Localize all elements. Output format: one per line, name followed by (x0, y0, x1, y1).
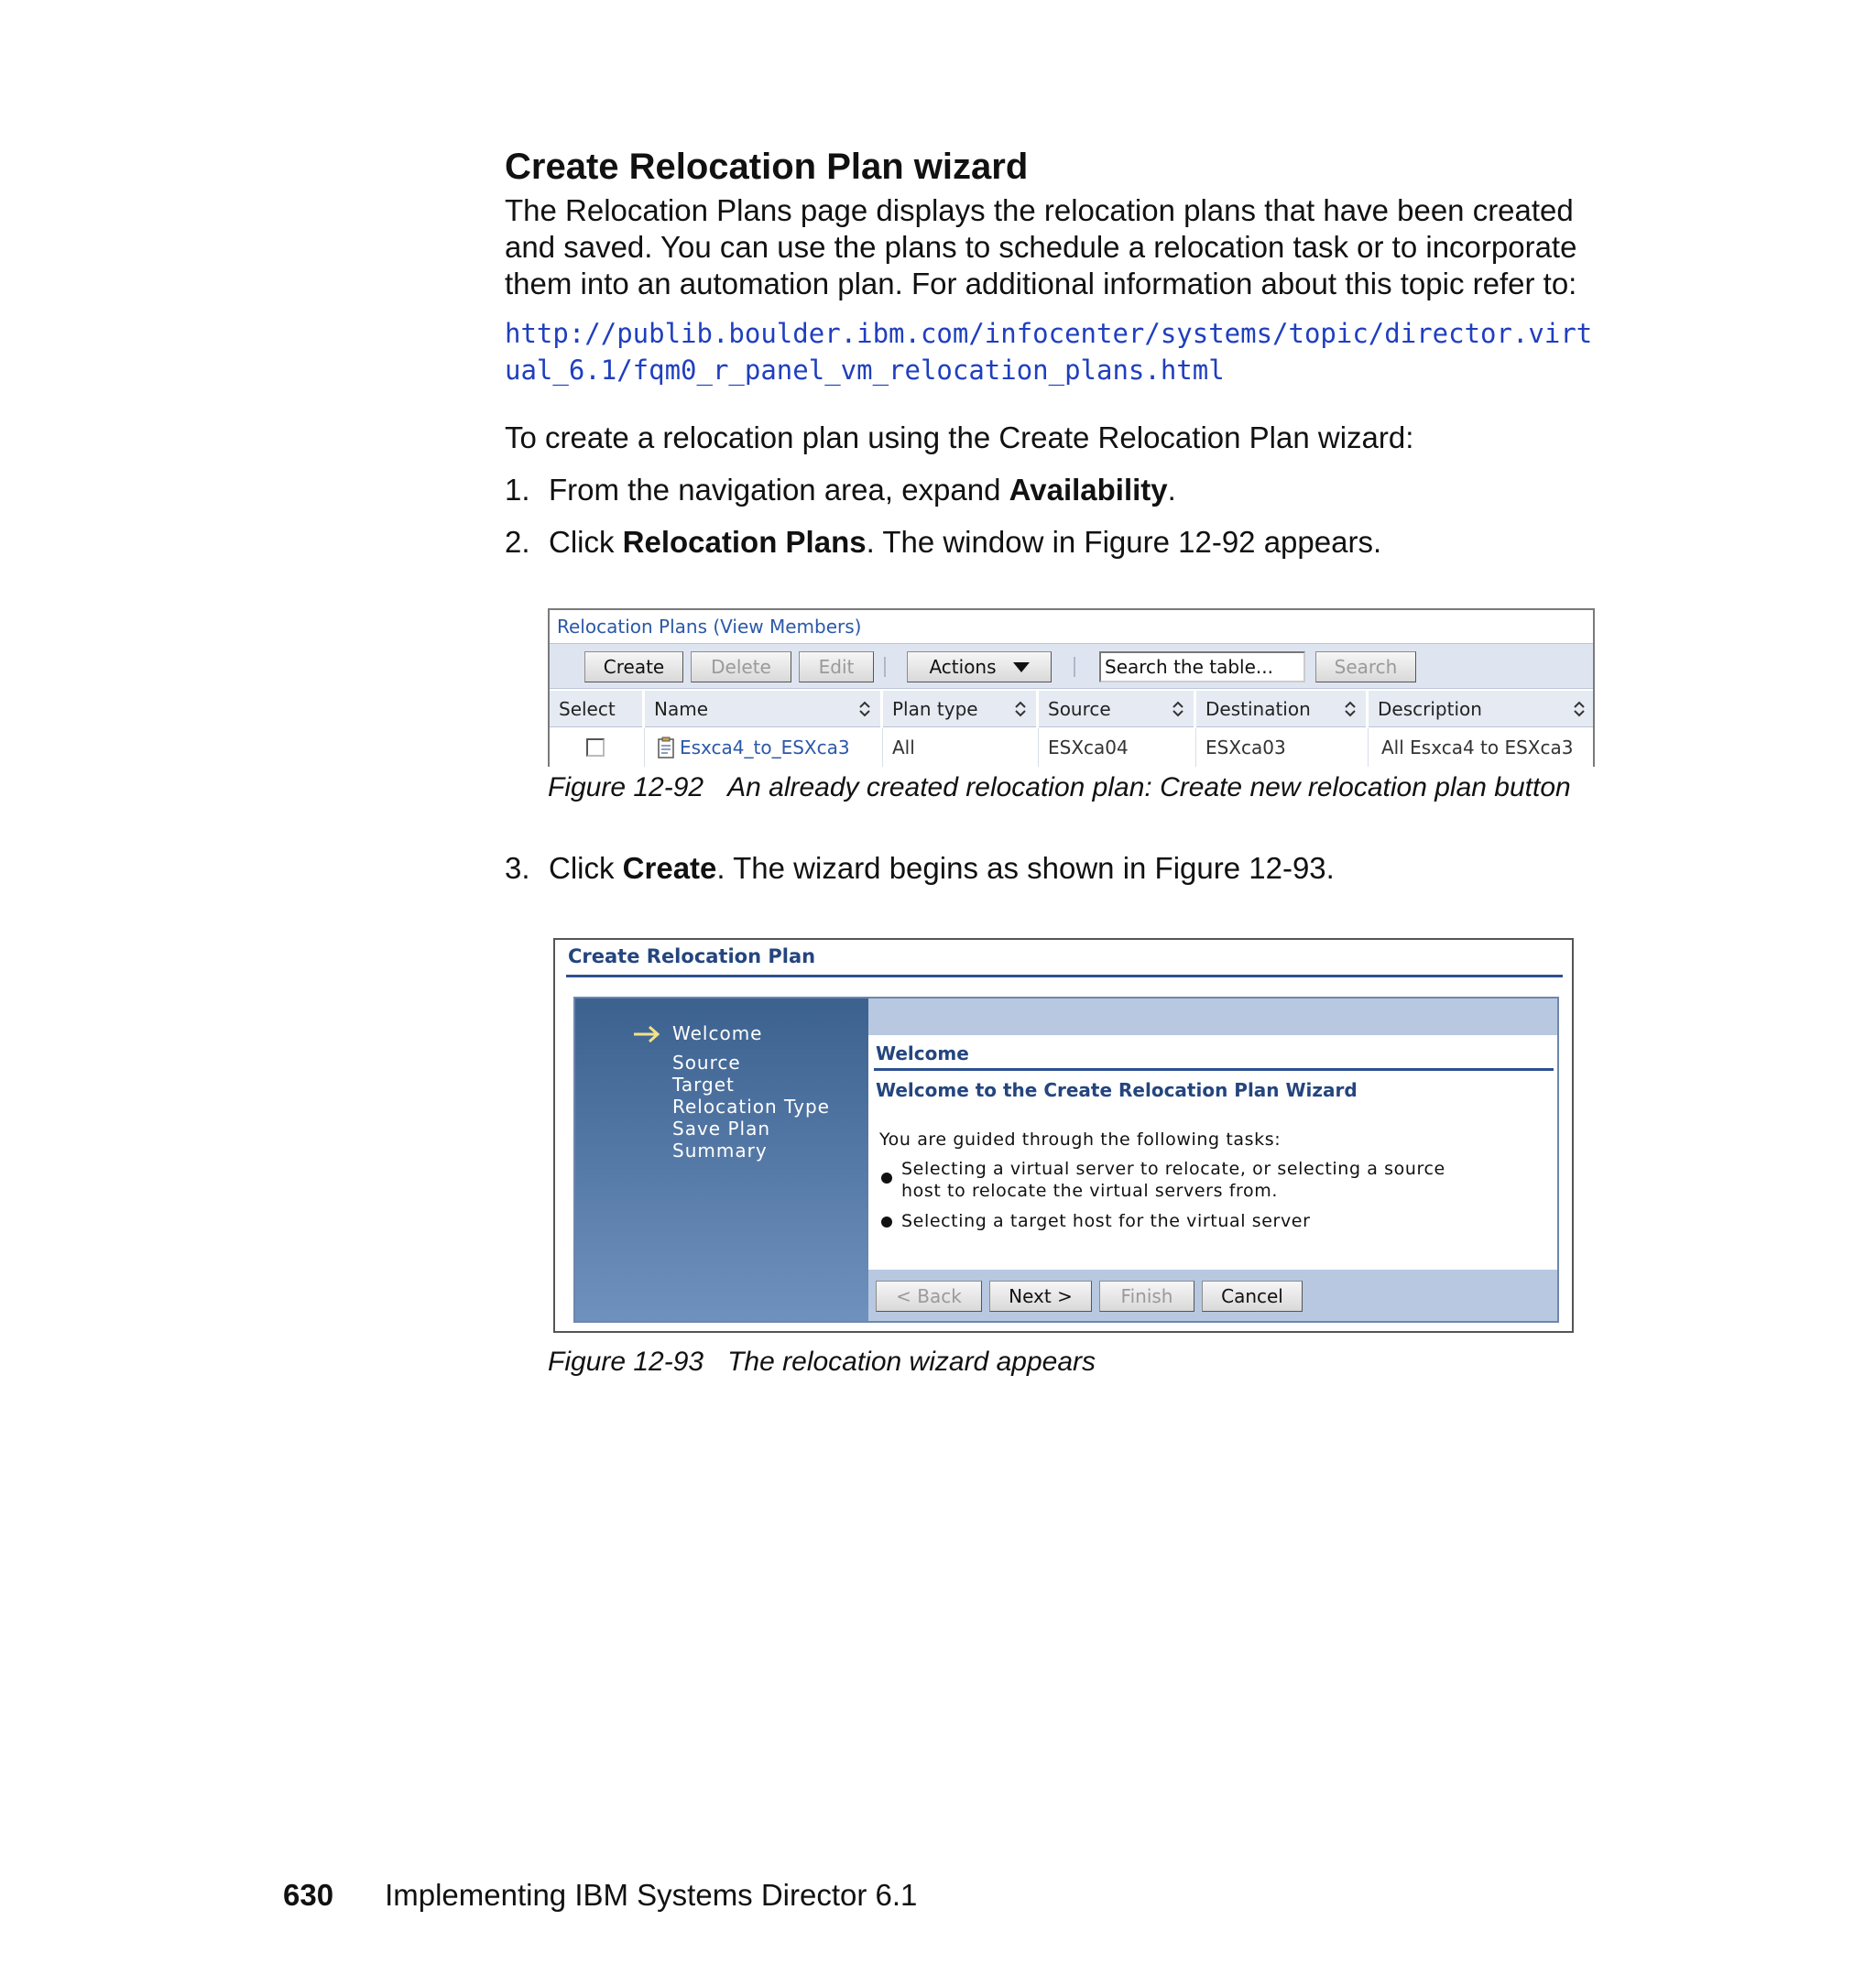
toolbar-separator (884, 657, 886, 677)
plan-name-link[interactable]: Esxca4_to_ESXca3 (680, 737, 850, 758)
destination-cell: ESXca03 (1196, 728, 1369, 767)
nav-step-welcome[interactable]: Welcome (672, 1022, 763, 1044)
table-header (550, 691, 1593, 727)
step-1 (505, 472, 1595, 508)
panel-title: Relocation Plans (View Members) (557, 616, 862, 638)
window-title: Create Relocation Plan (568, 945, 816, 967)
column-name[interactable] (645, 691, 883, 727)
guided-text: You are guided through the following tasks: (879, 1129, 1282, 1150)
bullet-icon (881, 1217, 892, 1228)
create-relocation-plan-window (553, 938, 1574, 1333)
toolbar-separator (1074, 657, 1075, 677)
nav-step-summary[interactable]: Summary (672, 1140, 768, 1162)
back-button[interactable]: < Back (876, 1281, 982, 1312)
sort-icon (1172, 701, 1184, 717)
column-source[interactable] (1039, 691, 1196, 727)
sort-icon (858, 701, 871, 717)
step-text: Click (549, 525, 623, 559)
document-icon (658, 737, 674, 758)
edit-button[interactable]: Edit (799, 651, 874, 682)
step-text: Click (549, 851, 623, 885)
table-row (550, 728, 1593, 767)
cancel-button[interactable]: Cancel (1202, 1281, 1303, 1312)
step-number: 2. (505, 525, 530, 559)
lead-paragraph: To create a relocation plan using the Create Relocation Plan wizard: (505, 420, 1414, 454)
sort-icon (1014, 701, 1027, 717)
nav-step-source[interactable]: Source (672, 1052, 741, 1074)
nav-step-target[interactable]: Target (672, 1074, 735, 1096)
nav-step-save-plan[interactable]: Save Plan (672, 1118, 770, 1140)
task-bullet-2: Selecting a target host for the virtual server (901, 1211, 1311, 1231)
finish-button[interactable]: Finish (1099, 1281, 1194, 1312)
step-3 (505, 850, 1335, 887)
figure-12-92-caption (548, 772, 1571, 803)
step-text-end: . The window in Figure 12-92 appears. (866, 525, 1382, 559)
current-step-arrow-icon (632, 1024, 661, 1044)
search-input[interactable]: Search the table... (1099, 651, 1305, 682)
column-label: Destination (1205, 698, 1311, 720)
wizard-steps-nav (575, 998, 868, 1321)
caption-label: Figure 12-92 (548, 772, 704, 802)
name-cell[interactable] (645, 728, 883, 767)
document-body (505, 143, 1595, 561)
page-heading: Welcome (876, 1042, 969, 1064)
delete-button[interactable]: Delete (691, 651, 791, 682)
column-label: Description (1378, 698, 1482, 720)
wizard-content (868, 998, 1557, 1321)
bullet-icon (881, 1173, 892, 1184)
caption-text: The relocation wizard appears (727, 1347, 1096, 1377)
step-bold-text: Availability (1009, 473, 1168, 507)
sort-icon (1573, 701, 1586, 717)
description-cell: All Esxca4 to ESXca3 (1381, 737, 1574, 758)
step-text: From the navigation area, expand (549, 473, 1009, 507)
step-number: 3. (505, 851, 530, 885)
book-title: Implementing IBM Systems Director 6.1 (385, 1878, 918, 1912)
chevron-down-icon (1013, 662, 1030, 672)
page-subheading: Welcome to the Create Relocation Plan Wizard (876, 1079, 1358, 1101)
page-footer (283, 1878, 917, 1913)
create-button[interactable]: Create (584, 651, 683, 682)
step-text-end: . The wizard begins as shown in Figure 12-93. (716, 851, 1335, 885)
column-label: Name (654, 698, 709, 720)
row-checkbox[interactable] (586, 738, 605, 757)
content-top-bar (868, 998, 1557, 1035)
nav-step-relocation-type[interactable]: Relocation Type (672, 1096, 830, 1118)
step-2 (505, 524, 1595, 561)
wizard-frame (573, 997, 1559, 1323)
source-cell: ESXca04 (1039, 728, 1196, 767)
column-select[interactable]: Select (550, 691, 645, 727)
step-bold-text: Relocation Plans (622, 525, 867, 559)
column-destination[interactable] (1196, 691, 1369, 727)
step-bold-text: Create (622, 851, 717, 885)
intro-paragraph: The Relocation Plans page displays the relocation plans that have been created and saved. You can use the plans to schedule a relocation task or to incorporate them into an automation plan. For additional information about this topic refer to: (505, 193, 1577, 300)
step-text-end: . (1167, 473, 1176, 507)
column-label: Plan type (892, 698, 978, 720)
step-number: 1. (505, 473, 530, 507)
search-button[interactable]: Search (1315, 651, 1416, 682)
table-toolbar (550, 643, 1593, 689)
figure-12-93-caption (548, 1347, 1096, 1378)
section-title: Create Relocation Plan wizard (505, 147, 1029, 187)
caption-label: Figure 12-93 (548, 1347, 704, 1377)
heading-divider (874, 1068, 1554, 1071)
page-number: 630 (283, 1878, 334, 1912)
sort-icon (1344, 701, 1357, 717)
task-bullet-1-line-2: host to relocate the virtual servers from. (901, 1181, 1278, 1201)
reference-link[interactable]: http://publib.boulder.ibm.com/infocenter/systems/topic/director.virtual_6.1/fqm0_r_panel_vm_relocation_plans.html (505, 318, 1593, 386)
plan-type-cell: All (883, 728, 1039, 767)
caption-text: An already created relocation plan: Create new relocation plan button (727, 772, 1571, 802)
column-plan-type[interactable] (883, 691, 1039, 727)
title-divider (566, 975, 1563, 977)
actions-dropdown[interactable] (907, 651, 1052, 682)
column-label: Source (1048, 698, 1111, 720)
next-button[interactable]: Next > (989, 1281, 1092, 1312)
wizard-button-bar (868, 1270, 1557, 1321)
relocation-plans-panel (548, 608, 1595, 767)
select-cell (550, 728, 645, 767)
column-description[interactable] (1369, 691, 1595, 727)
actions-label: Actions (929, 656, 997, 678)
task-bullet-1-line-1: Selecting a virtual server to relocate, or selecting a source (901, 1159, 1445, 1179)
